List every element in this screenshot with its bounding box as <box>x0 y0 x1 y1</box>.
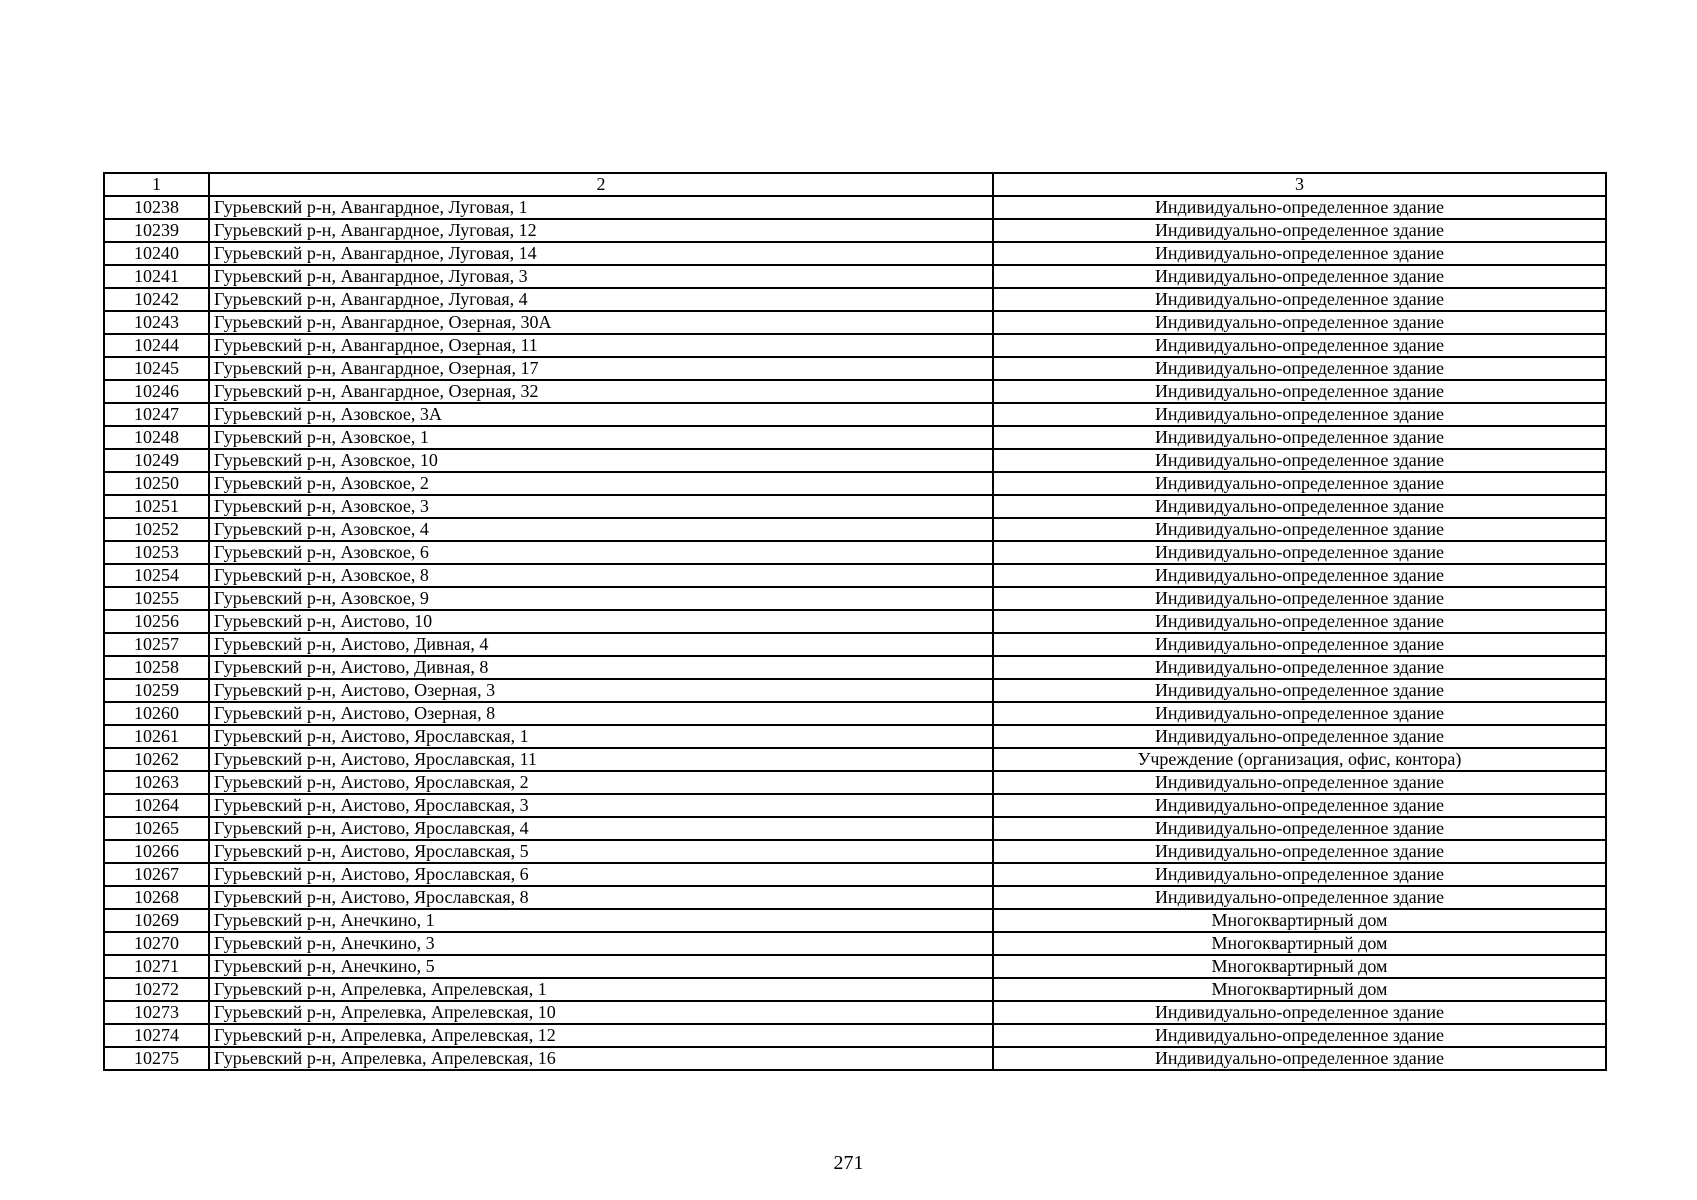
row-number: 10273 <box>104 1001 209 1024</box>
address-cell: Гурьевский р-н, Апрелевка, Апрелевская, 16 <box>209 1047 993 1070</box>
row-number: 10247 <box>104 403 209 426</box>
table-row <box>104 886 1606 909</box>
row-number: 10246 <box>104 380 209 403</box>
row-number: 10261 <box>104 725 209 748</box>
table-row <box>104 265 1606 288</box>
row-number: 10238 <box>104 196 209 219</box>
address-cell: Гурьевский р-н, Авангардное, Луговая, 12 <box>209 219 993 242</box>
address-cell: Гурьевский р-н, Аистово, Ярославская, 4 <box>209 817 993 840</box>
address-cell: Гурьевский р-н, Авангардное, Озерная, 32 <box>209 380 993 403</box>
address-cell: Гурьевский р-н, Анечкино, 3 <box>209 932 993 955</box>
row-number: 10252 <box>104 518 209 541</box>
table-row <box>104 978 1606 1001</box>
table-row <box>104 334 1606 357</box>
row-number: 10248 <box>104 426 209 449</box>
building-type-cell: Индивидуально-определенное здание <box>993 472 1606 495</box>
row-number: 10262 <box>104 748 209 771</box>
building-type-cell: Индивидуально-определенное здание <box>993 518 1606 541</box>
address-cell: Гурьевский р-н, Апрелевка, Апрелевская, 12 <box>209 1024 993 1047</box>
row-number: 10265 <box>104 817 209 840</box>
column-header-type: 3 <box>993 173 1606 196</box>
table-row <box>104 518 1606 541</box>
column-header-number: 1 <box>104 173 209 196</box>
table-row <box>104 794 1606 817</box>
row-number: 10254 <box>104 564 209 587</box>
page-number: 271 <box>833 1152 864 1174</box>
table-row <box>104 656 1606 679</box>
row-number: 10251 <box>104 495 209 518</box>
table-row <box>104 725 1606 748</box>
address-cell: Гурьевский р-н, Азовское, 2 <box>209 472 993 495</box>
table-row <box>104 817 1606 840</box>
row-number: 10272 <box>104 978 209 1001</box>
table-row <box>104 702 1606 725</box>
address-cell: Гурьевский р-н, Авангардное, Озерная, 17 <box>209 357 993 380</box>
table-row <box>104 840 1606 863</box>
row-number: 10266 <box>104 840 209 863</box>
building-type-cell: Индивидуально-определенное здание <box>993 610 1606 633</box>
row-number: 10267 <box>104 863 209 886</box>
address-cell: Гурьевский р-н, Апрелевка, Апрелевская, 10 <box>209 1001 993 1024</box>
table-row <box>104 1024 1606 1047</box>
address-cell: Гурьевский р-н, Аистово, Озерная, 3 <box>209 679 993 702</box>
address-cell: Гурьевский р-н, Азовское, 8 <box>209 564 993 587</box>
address-cell: Гурьевский р-н, Аистово, Дивная, 4 <box>209 633 993 656</box>
row-number: 10245 <box>104 357 209 380</box>
building-type-cell: Индивидуально-определенное здание <box>993 265 1606 288</box>
address-cell: Гурьевский р-н, Азовское, 9 <box>209 587 993 610</box>
table-row <box>104 932 1606 955</box>
building-type-cell: Многоквартирный дом <box>993 932 1606 955</box>
address-cell: Гурьевский р-н, Аистово, Ярославская, 2 <box>209 771 993 794</box>
row-number: 10256 <box>104 610 209 633</box>
table-row <box>104 449 1606 472</box>
register-table <box>103 172 1607 1071</box>
building-type-cell: Индивидуально-определенное здание <box>993 541 1606 564</box>
building-type-cell: Индивидуально-определенное здание <box>993 449 1606 472</box>
table-row <box>104 863 1606 886</box>
row-number: 10268 <box>104 886 209 909</box>
table-row <box>104 771 1606 794</box>
row-number: 10242 <box>104 288 209 311</box>
table-row <box>104 426 1606 449</box>
building-type-cell: Индивидуально-определенное здание <box>993 334 1606 357</box>
building-type-cell: Индивидуально-определенное здание <box>993 311 1606 334</box>
building-type-cell: Индивидуально-определенное здание <box>993 886 1606 909</box>
table-row <box>104 311 1606 334</box>
building-type-cell: Индивидуально-определенное здание <box>993 380 1606 403</box>
building-type-cell: Учреждение (организация, офис, контора) <box>993 748 1606 771</box>
row-number: 10243 <box>104 311 209 334</box>
address-cell: Гурьевский р-н, Азовское, 4 <box>209 518 993 541</box>
column-header-address: 2 <box>209 173 993 196</box>
header-row <box>104 173 1606 196</box>
row-number: 10275 <box>104 1047 209 1070</box>
building-type-cell: Индивидуально-определенное здание <box>993 587 1606 610</box>
row-number: 10240 <box>104 242 209 265</box>
building-type-cell: Индивидуально-определенное здание <box>993 1047 1606 1070</box>
building-type-cell: Индивидуально-определенное здание <box>993 288 1606 311</box>
table-row <box>104 541 1606 564</box>
building-type-cell: Индивидуально-определенное здание <box>993 357 1606 380</box>
table-row <box>104 242 1606 265</box>
table-row <box>104 403 1606 426</box>
building-type-cell: Индивидуально-определенное здание <box>993 564 1606 587</box>
building-type-cell: Индивидуально-определенное здание <box>993 817 1606 840</box>
table-row <box>104 380 1606 403</box>
building-type-cell: Индивидуально-определенное здание <box>993 794 1606 817</box>
row-number: 10253 <box>104 541 209 564</box>
row-number: 10264 <box>104 794 209 817</box>
address-cell: Гурьевский р-н, Авангардное, Луговая, 14 <box>209 242 993 265</box>
table-row <box>104 564 1606 587</box>
address-cell: Гурьевский р-н, Авангардное, Луговая, 3 <box>209 265 993 288</box>
building-type-cell: Индивидуально-определенное здание <box>993 242 1606 265</box>
table-row <box>104 610 1606 633</box>
row-number: 10239 <box>104 219 209 242</box>
address-cell: Гурьевский р-н, Анечкино, 1 <box>209 909 993 932</box>
table-row <box>104 955 1606 978</box>
table-row <box>104 633 1606 656</box>
building-type-cell: Индивидуально-определенное здание <box>993 702 1606 725</box>
address-cell: Гурьевский р-н, Аистово, Ярославская, 8 <box>209 886 993 909</box>
row-number: 10244 <box>104 334 209 357</box>
table-row <box>104 1001 1606 1024</box>
row-number: 10255 <box>104 587 209 610</box>
address-cell: Гурьевский р-н, Азовское, 6 <box>209 541 993 564</box>
row-number: 10249 <box>104 449 209 472</box>
building-type-cell: Индивидуально-определенное здание <box>993 495 1606 518</box>
address-cell: Гурьевский р-н, Аистово, Ярославская, 6 <box>209 863 993 886</box>
building-type-cell: Индивидуально-определенное здание <box>993 1001 1606 1024</box>
address-cell: Гурьевский р-н, Авангардное, Луговая, 4 <box>209 288 993 311</box>
address-cell: Гурьевский р-н, Азовское, 10 <box>209 449 993 472</box>
address-cell: Гурьевский р-н, Аистово, 10 <box>209 610 993 633</box>
table-body <box>104 196 1606 1070</box>
building-type-cell: Индивидуально-определенное здание <box>993 633 1606 656</box>
building-type-cell: Индивидуально-определенное здание <box>993 403 1606 426</box>
table-row <box>104 587 1606 610</box>
row-number: 10270 <box>104 932 209 955</box>
address-cell: Гурьевский р-н, Апрелевка, Апрелевская, 1 <box>209 978 993 1001</box>
building-type-cell: Индивидуально-определенное здание <box>993 196 1606 219</box>
table-row <box>104 909 1606 932</box>
table-row <box>104 679 1606 702</box>
row-number: 10263 <box>104 771 209 794</box>
row-number: 10258 <box>104 656 209 679</box>
row-number: 10269 <box>104 909 209 932</box>
address-cell: Гурьевский р-н, Аистово, Озерная, 8 <box>209 702 993 725</box>
building-type-cell: Индивидуально-определенное здание <box>993 771 1606 794</box>
building-type-cell: Многоквартирный дом <box>993 978 1606 1001</box>
address-cell: Гурьевский р-н, Аистово, Ярославская, 5 <box>209 840 993 863</box>
address-cell: Гурьевский р-н, Аистово, Ярославская, 3 <box>209 794 993 817</box>
building-type-cell: Многоквартирный дом <box>993 955 1606 978</box>
address-cell: Гурьевский р-н, Анечкино, 5 <box>209 955 993 978</box>
table-row <box>104 288 1606 311</box>
table-row <box>104 357 1606 380</box>
row-number: 10259 <box>104 679 209 702</box>
address-cell: Гурьевский р-н, Авангардное, Озерная, 11 <box>209 334 993 357</box>
table-row <box>104 495 1606 518</box>
row-number: 10274 <box>104 1024 209 1047</box>
address-cell: Гурьевский р-н, Авангардное, Озерная, 30А <box>209 311 993 334</box>
building-type-cell: Индивидуально-определенное здание <box>993 219 1606 242</box>
building-type-cell: Индивидуально-определенное здание <box>993 863 1606 886</box>
row-number: 10241 <box>104 265 209 288</box>
building-type-cell: Индивидуально-определенное здание <box>993 679 1606 702</box>
address-cell: Гурьевский р-н, Аистово, Ярославская, 11 <box>209 748 993 771</box>
address-cell: Гурьевский р-н, Азовское, 3 <box>209 495 993 518</box>
building-type-cell: Многоквартирный дом <box>993 909 1606 932</box>
row-number: 10271 <box>104 955 209 978</box>
building-type-cell: Индивидуально-определенное здание <box>993 725 1606 748</box>
building-type-cell: Индивидуально-определенное здание <box>993 1024 1606 1047</box>
address-cell: Гурьевский р-н, Азовское, 1 <box>209 426 993 449</box>
building-type-cell: Индивидуально-определенное здание <box>993 840 1606 863</box>
table-row <box>104 748 1606 771</box>
building-type-cell: Индивидуально-определенное здание <box>993 426 1606 449</box>
table-row <box>104 1047 1606 1070</box>
building-type-cell: Индивидуально-определенное здание <box>993 656 1606 679</box>
address-cell: Гурьевский р-н, Аистово, Ярославская, 1 <box>209 725 993 748</box>
table-row <box>104 196 1606 219</box>
address-cell: Гурьевский р-н, Авангардное, Луговая, 1 <box>209 196 993 219</box>
row-number: 10257 <box>104 633 209 656</box>
table-row <box>104 219 1606 242</box>
table-row <box>104 472 1606 495</box>
address-cell: Гурьевский р-н, Аистово, Дивная, 8 <box>209 656 993 679</box>
row-number: 10260 <box>104 702 209 725</box>
row-number: 10250 <box>104 472 209 495</box>
address-cell: Гурьевский р-н, Азовское, 3А <box>209 403 993 426</box>
